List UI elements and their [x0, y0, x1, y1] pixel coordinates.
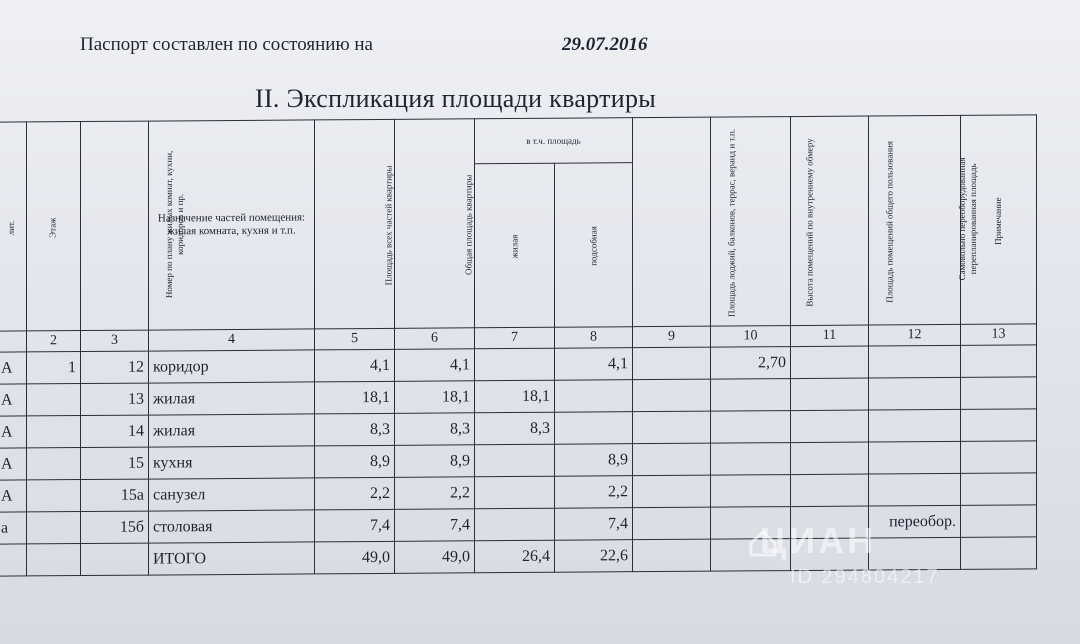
col-head-note: Примечание [961, 115, 1037, 325]
cell-height [711, 379, 791, 412]
cell-note [961, 345, 1037, 378]
col-head-aux: подсобная [555, 162, 633, 327]
cell-loggia [633, 411, 711, 444]
col-num: 4 [149, 329, 315, 351]
total-cell: 22,6 [555, 540, 633, 573]
cell-area-total: 2,2 [395, 477, 475, 510]
cell-living: 18,1 [475, 380, 555, 413]
col-num: 3 [81, 330, 149, 351]
cell-area-total: 18,1 [395, 381, 475, 414]
cell-aux [555, 412, 633, 445]
col-head-common: Площадь помещений общего пользования [791, 116, 869, 326]
cell-unauth [869, 377, 961, 410]
cell-lit: А [0, 416, 27, 448]
col-head-group: в т.ч. площадь [475, 118, 633, 164]
cell-aux: 4,1 [555, 348, 633, 381]
cell-loggia [633, 347, 711, 380]
page-title: II. Экспликация площади квартиры [255, 84, 657, 113]
cell-height: 2,70 [711, 347, 791, 380]
cell-num: 15 [81, 447, 149, 479]
cell-area-total: 8,3 [395, 413, 475, 446]
cell-note [961, 377, 1037, 410]
cell-area-all: 7,4 [315, 509, 395, 542]
cell-area-total: 8,9 [395, 445, 475, 478]
cell-note [961, 505, 1037, 538]
cell-floor: 1 [27, 352, 81, 384]
total-cell: 49,0 [315, 541, 395, 574]
cell-common [791, 346, 869, 379]
cell-common [791, 378, 869, 411]
col-head-area-total: Общая площадь квартиры [395, 119, 475, 329]
watermark-id: ID 294804217 [790, 566, 940, 588]
cell-loggia [633, 443, 711, 476]
total-cell [633, 539, 711, 572]
cell-lit: А [0, 384, 27, 416]
total-cell [27, 544, 81, 576]
col-head-height: Высота помещений по внутреннему обмеру [711, 117, 791, 327]
cell-living [475, 444, 555, 477]
total-cell: 26,4 [475, 540, 555, 573]
cell-unauth [869, 441, 961, 474]
col-num: 6 [395, 328, 475, 350]
cell-num: 14 [81, 415, 149, 447]
cell-aux [555, 380, 633, 413]
cell-living [475, 476, 555, 509]
cell-lit: а [0, 512, 27, 544]
explication-table [0, 114, 1037, 576]
cell-loggia [633, 507, 711, 540]
cell-area-all: 8,3 [315, 413, 395, 446]
cell-aux: 7,4 [555, 508, 633, 541]
cell-unauth [869, 345, 961, 378]
total-cell [81, 543, 149, 575]
cell-lit: А [0, 352, 27, 384]
cell-name: жилая [149, 414, 315, 447]
col-num: 13 [961, 324, 1037, 346]
cell-name: столовая [149, 510, 315, 543]
cell-num: 13 [81, 383, 149, 415]
cell-living [475, 348, 555, 381]
col-num: 8 [555, 327, 633, 349]
cell-area-all: 18,1 [315, 381, 395, 414]
col-num: 11 [791, 325, 869, 347]
cell-loggia [633, 379, 711, 412]
cell-area-all: 2,2 [315, 477, 395, 510]
cell-height [711, 411, 791, 444]
col-head-loggia: Площадь лоджий, балконов, террас, веранд и т.п. [633, 117, 711, 327]
cell-unauth [869, 473, 961, 506]
cell-loggia [633, 475, 711, 508]
cell-height [711, 475, 791, 508]
col-head-floor: Этаж [27, 122, 81, 331]
cell-area-total: 4,1 [395, 349, 475, 382]
col-num: 10 [711, 326, 791, 348]
total-cell [0, 544, 27, 576]
col-num: 7 [475, 327, 555, 349]
total-cell [961, 537, 1037, 570]
cell-common [791, 410, 869, 443]
total-cell: 49,0 [395, 541, 475, 574]
col-num: 9 [633, 326, 711, 348]
cell-name: коридор [149, 350, 315, 383]
header-date: 29.07.2016 [562, 34, 648, 55]
cell-name: кухня [149, 446, 315, 479]
header-row [0, 115, 1037, 167]
cell-lit: А [0, 448, 27, 480]
cell-note [961, 473, 1037, 506]
cell-height [711, 443, 791, 476]
cell-common [791, 474, 869, 507]
cell-lit: А [0, 480, 27, 512]
col-head-lit: лит. [0, 122, 27, 331]
cell-floor [27, 416, 81, 448]
cell-num: 15б [81, 511, 149, 543]
cell-area-all: 4,1 [315, 349, 395, 382]
cell-floor [27, 512, 81, 544]
col-head-purpose: Назначение частей помещения: жилая комната, кухня и т.п. [149, 120, 315, 330]
cell-floor [27, 448, 81, 480]
watermark-brand: ЦИАН [760, 520, 877, 561]
cell-floor [27, 480, 81, 512]
cell-aux: 8,9 [555, 444, 633, 477]
cell-name: санузел [149, 478, 315, 511]
cell-num: 15а [81, 479, 149, 511]
cell-living: 8,3 [475, 412, 555, 445]
cell-area-total: 7,4 [395, 509, 475, 542]
col-num: 5 [315, 328, 395, 350]
total-cell: ИТОГО [149, 542, 315, 575]
col-head-number: Номер по плану жилых комнат, кухни, коридоров и пр. [81, 121, 149, 330]
cell-aux: 2,2 [555, 476, 633, 509]
col-num: 12 [869, 324, 961, 346]
cell-num: 12 [81, 351, 149, 383]
cell-name: жилая [149, 382, 315, 415]
cell-unauth: переобор. [869, 505, 961, 538]
col-head-area-all: Площадь всех частей квартиры [315, 119, 395, 329]
col-head-living: жилая [475, 163, 555, 328]
cell-note [961, 409, 1037, 442]
cell-living [475, 508, 555, 541]
cell-unauth [869, 409, 961, 442]
col-num: 2 [27, 331, 81, 352]
cell-common [791, 442, 869, 475]
cell-floor [27, 384, 81, 416]
col-head-unauthorized: Самовольно переоборудованная перепланированная площадь [869, 115, 961, 325]
header-text: Паспорт составлен по состоянию на [80, 34, 373, 55]
cell-area-all: 8,9 [315, 445, 395, 478]
col-num [0, 331, 27, 352]
cell-note [961, 441, 1037, 474]
